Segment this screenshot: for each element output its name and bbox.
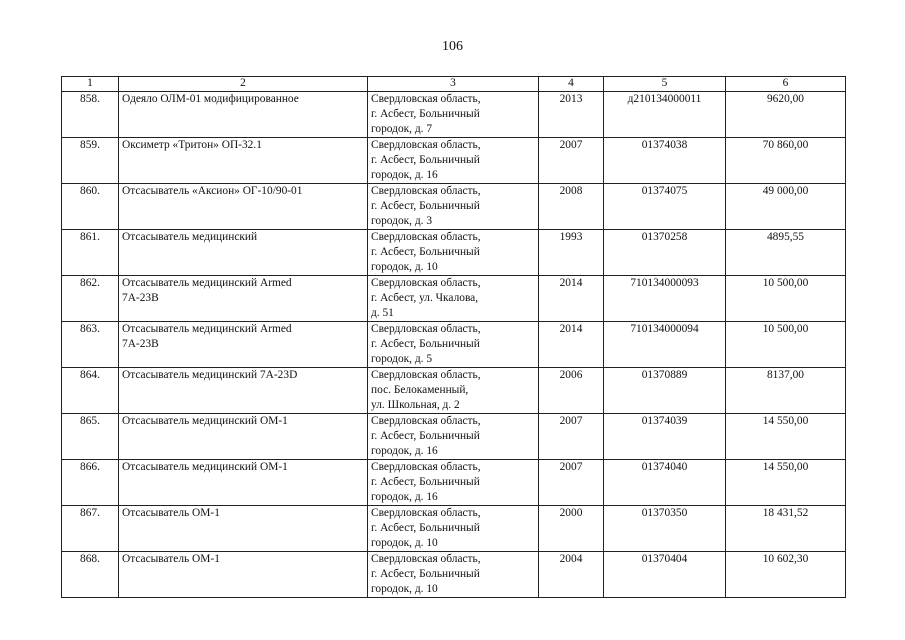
- item-name-line: Отсасыватель ОМ-1: [122, 553, 220, 565]
- column-header-cost: 6: [726, 77, 846, 92]
- address-line: г. Асбест, Больничный: [371, 154, 480, 166]
- table-row: [62, 230, 846, 276]
- year-cell: 2007: [539, 460, 604, 506]
- year-cell: 2008: [539, 184, 604, 230]
- item-name-cell: [119, 414, 368, 460]
- table-row: [62, 506, 846, 552]
- address-line: пос. Белокаменный,: [371, 384, 469, 396]
- year-cell: 2004: [539, 552, 604, 598]
- address-line: городок, д. 10: [371, 583, 438, 595]
- address-line: городок, д. 10: [371, 261, 438, 273]
- row-number-cell: 864.: [62, 368, 119, 414]
- inventory-number-cell: 710134000093: [604, 276, 726, 322]
- row-number-cell: 866.: [62, 460, 119, 506]
- year-cell: 1993: [539, 230, 604, 276]
- year-cell: 2007: [539, 138, 604, 184]
- address-line: г. Асбест, ул. Чкалова,: [371, 292, 479, 304]
- address-line: городок, д. 16: [371, 491, 438, 503]
- item-name-cell: [119, 276, 368, 322]
- item-name-line: Отсасыватель медицинский Armed: [122, 323, 292, 335]
- address-line: г. Асбест, Больничный: [371, 200, 480, 212]
- header-row: [62, 77, 846, 92]
- row-number-cell: 861.: [62, 230, 119, 276]
- table-row: [62, 322, 846, 368]
- item-name-cell: [119, 552, 368, 598]
- item-name-cell: [119, 92, 368, 138]
- cost-cell: 4895,55: [726, 230, 846, 276]
- inventory-number-cell: 01370350: [604, 506, 726, 552]
- row-number-cell: 860.: [62, 184, 119, 230]
- item-name-cell: [119, 506, 368, 552]
- item-name-line: Одеяло ОЛМ-01 модифицированное: [122, 93, 299, 105]
- address-line: г. Асбест, Больничный: [371, 338, 480, 350]
- cost-cell: 8137,00: [726, 368, 846, 414]
- address-line: Свердловская область,: [371, 93, 481, 105]
- address-line: Свердловская область,: [371, 461, 481, 473]
- table-row: [62, 184, 846, 230]
- address-line: Свердловская область,: [371, 369, 481, 381]
- cost-cell: 10 500,00: [726, 276, 846, 322]
- cost-cell: 18 431,52: [726, 506, 846, 552]
- address-line: городок, д. 7: [371, 123, 433, 135]
- column-header-address: 3: [368, 77, 539, 92]
- row-number-cell: 863.: [62, 322, 119, 368]
- item-name-cell: [119, 460, 368, 506]
- address-line: г. Асбест, Больничный: [371, 108, 480, 120]
- item-name-line: Отсасыватель медицинский Armed: [122, 277, 292, 289]
- cost-cell: 14 550,00: [726, 414, 846, 460]
- item-name-line: Отсасыватель медицинский: [122, 231, 258, 243]
- address-line: городок, д. 16: [371, 169, 438, 181]
- column-header-name: 2: [119, 77, 368, 92]
- cost-cell: 10 602,30: [726, 552, 846, 598]
- address-line: Свердловская область,: [371, 323, 481, 335]
- row-number-cell: 859.: [62, 138, 119, 184]
- address-line: ул. Школьная, д. 2: [371, 399, 460, 411]
- item-name-line: Отсасыватель ОМ-1: [122, 507, 220, 519]
- table-row: [62, 138, 846, 184]
- address-cell: [368, 368, 539, 414]
- table-row: [62, 276, 846, 322]
- item-name-cell: [119, 138, 368, 184]
- table-row: [62, 552, 846, 598]
- address-cell: [368, 552, 539, 598]
- address-line: городок, д. 5: [371, 353, 433, 365]
- inventory-number-cell: 01374075: [604, 184, 726, 230]
- inventory-number-cell: 01374039: [604, 414, 726, 460]
- address-line: Свердловская область,: [371, 277, 481, 289]
- item-name-line: Отсасыватель медицинский ОМ-1: [122, 461, 288, 473]
- address-line: г. Асбест, Больничный: [371, 568, 480, 580]
- address-cell: [368, 276, 539, 322]
- cost-cell: 14 550,00: [726, 460, 846, 506]
- address-cell: [368, 322, 539, 368]
- item-name-cell: [119, 368, 368, 414]
- address-cell: [368, 414, 539, 460]
- property-register-table: [61, 76, 846, 598]
- address-line: Свердловская область,: [371, 507, 481, 519]
- inventory-number-cell: 01374038: [604, 138, 726, 184]
- item-name-line: Оксиметр «Тритон» ОП-32.1: [122, 139, 262, 151]
- cost-cell: 49 000,00: [726, 184, 846, 230]
- address-line: д. 51: [371, 307, 394, 319]
- address-cell: [368, 460, 539, 506]
- item-name-line: Отсасыватель «Аксион» ОГ-10/90-01: [122, 185, 303, 197]
- item-name-line: Отсасыватель медицинский 7А-23D: [122, 369, 298, 381]
- address-cell: [368, 184, 539, 230]
- item-name-cell: [119, 322, 368, 368]
- cost-cell: 9620,00: [726, 92, 846, 138]
- item-name-cell: [119, 184, 368, 230]
- inventory-number-cell: 01370889: [604, 368, 726, 414]
- table-row: [62, 460, 846, 506]
- row-number-cell: 865.: [62, 414, 119, 460]
- address-line: г. Асбест, Больничный: [371, 430, 480, 442]
- inventory-number-cell: 710134000094: [604, 322, 726, 368]
- item-name-line: 7А-23В: [122, 292, 159, 304]
- address-line: Свердловская область,: [371, 231, 481, 243]
- inventory-number-cell: 01370258: [604, 230, 726, 276]
- address-line: Свердловская область,: [371, 139, 481, 151]
- item-name-line: 7А-23В: [122, 338, 159, 350]
- address-line: г. Асбест, Больничный: [371, 476, 480, 488]
- inventory-number-cell: 01374040: [604, 460, 726, 506]
- column-header-year: 4: [539, 77, 604, 92]
- row-number-cell: 867.: [62, 506, 119, 552]
- year-cell: 2007: [539, 414, 604, 460]
- address-line: Свердловская область,: [371, 185, 481, 197]
- item-name-line: Отсасыватель медицинский ОМ-1: [122, 415, 288, 427]
- address-line: г. Асбест, Больничный: [371, 522, 480, 534]
- address-line: городок, д. 3: [371, 215, 433, 227]
- cost-cell: 70 860,00: [726, 138, 846, 184]
- year-cell: 2013: [539, 92, 604, 138]
- address-line: Свердловская область,: [371, 415, 481, 427]
- column-header-inventory: 5: [604, 77, 726, 92]
- item-name-cell: [119, 230, 368, 276]
- year-cell: 2014: [539, 322, 604, 368]
- address-line: городок, д. 10: [371, 537, 438, 549]
- table-row: [62, 368, 846, 414]
- address-line: Свердловская область,: [371, 553, 481, 565]
- address-cell: [368, 138, 539, 184]
- cost-cell: 10 500,00: [726, 322, 846, 368]
- table-row: [62, 92, 846, 138]
- address-cell: [368, 92, 539, 138]
- row-number-cell: 868.: [62, 552, 119, 598]
- address-line: г. Асбест, Больничный: [371, 246, 480, 258]
- year-cell: 2000: [539, 506, 604, 552]
- table-body: [62, 92, 846, 598]
- year-cell: 2006: [539, 368, 604, 414]
- address-line: городок, д. 16: [371, 445, 438, 457]
- page-number: 106: [442, 39, 463, 54]
- inventory-number-cell: 01370404: [604, 552, 726, 598]
- address-cell: [368, 506, 539, 552]
- year-cell: 2014: [539, 276, 604, 322]
- inventory-number-cell: д210134000011: [604, 92, 726, 138]
- table-row: [62, 414, 846, 460]
- address-cell: [368, 230, 539, 276]
- column-header-number: 1: [62, 77, 119, 92]
- row-number-cell: 858.: [62, 92, 119, 138]
- row-number-cell: 862.: [62, 276, 119, 322]
